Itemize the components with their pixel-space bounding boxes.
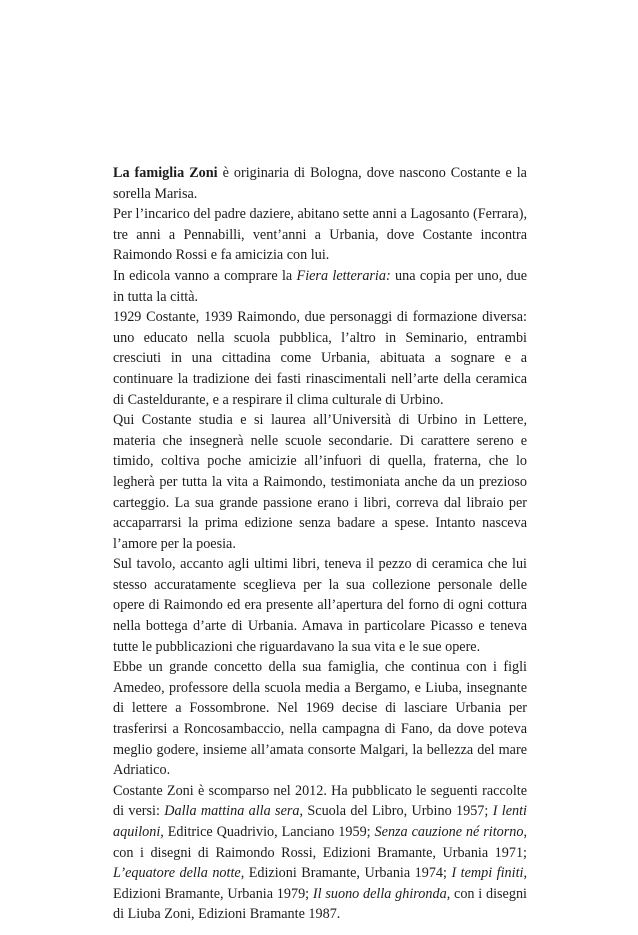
paragraph-residences: Per l’incarico del padre daziere, abitano sette anni a Lagosanto (Ferrara), tre anni a Pennabilli, vent’anni a Urbania, dove Costante incontra Raimondo Rossi e fa amicizia con lui. <box>113 206 527 264</box>
book-title: Dalla mattina alla sera <box>164 803 300 820</box>
paragraph-publications <box>113 781 527 925</box>
paragraph-studies: Qui Costante studia e si laurea all’Università di Urbino in Lettere, materia che insegnerà nelle scuole secondarie. Di carattere sereno e timido, coltiva poche amicizie all’infuori di quella, fraterna, che lo legherà per tutta la vita a Raimondo, testimoniata anche da un prezioso carteggio. La sua grande passione erano i libri, correva dal libraio per accaparrarsi la prima edizione senza badare a spese. Intanto nasceva l’amore per la poesia. <box>113 412 527 552</box>
publications-text: , con i disegni di Liuba Zoni, Edizioni Bramante 1987. <box>113 885 527 923</box>
biography-text <box>113 163 527 925</box>
book-title: I tempi finiti <box>451 865 524 882</box>
newsstand-text-before: In edicola vanno a comprare la <box>113 267 297 284</box>
book-title: Il suono della ghironda <box>312 885 447 902</box>
publications-text: , Edizioni Bramante, Urbania 1979; <box>113 865 527 902</box>
family-origin-text: è originaria di Bologna, dove nascono Costante e la sorella Marisa. <box>113 165 527 202</box>
book-title: Senza cauzione né ritorno <box>374 824 524 840</box>
publications-text: , con i disegni di Raimondo Rossi, Edizioni Bramante, Urbania 1971; <box>113 824 527 861</box>
magazine-title: Fiera letteraria: <box>296 267 391 284</box>
newsstand-text-after: una copia per uno, due in tutta la città. <box>113 267 527 305</box>
book-title: L’equatore della notte, <box>113 865 245 882</box>
paragraph-family-origin <box>113 163 527 204</box>
publications-text: , Scuola del Libro, Urbino 1957; <box>299 803 493 820</box>
paragraph-two-characters: 1929 Costante, 1939 Raimondo, due personaggi di formazione diversa: uno educato nella scuola pubblica, l’altro in Seminario, entrambi cresciuti in una cittadina come Urbania, abituata a sognare e a continuare la tradizione dei fasti rinascimentali nell’arte della ceramica di Casteldurante, e a respirare il clima culturale di Urbino. <box>113 309 527 408</box>
publications-text: Editrice Quadrivio, Lanciano 1959; <box>163 824 375 840</box>
paragraph-newsstand <box>113 266 527 307</box>
family-heading: La famiglia Zoni <box>113 165 218 181</box>
paragraph-family: Ebbe un grande concetto della sua famiglia, che continua con i figli Amedeo, professore della scuola media a Bergamo, e Liuba, insegnante di lettere a Fossombrone. Nel 1969 decise di lasciare Urbania per trasferirsi a Roncosambaccio, nella campagna di Fano, da dove poteva meglio godere, insieme all’amata consorte Malgari, la bellezza del mare Adriatico. <box>113 659 527 779</box>
publications-text: Costante Zoni è scomparso nel 2012. Ha pubblicato le seguenti raccolte di versi: <box>113 782 527 820</box>
book-title: I lenti aquiloni, <box>113 803 527 840</box>
publications-text: Edizioni Bramante, Urbania 1974; <box>244 865 452 882</box>
paragraph-ceramics: Sul tavolo, accanto agli ultimi libri, teneva il pezzo di ceramica che lui stesso accuratamente sceglieva per la sua collezione personale delle opere di Raimondo ed era presente all’apertura del forno di ogni cottura nella bottega d’arte di Urbania. Amava in particolare Picasso e teneva tutte le pubblicazioni che riguardavano la sua vita e le sue opere. <box>113 556 527 655</box>
